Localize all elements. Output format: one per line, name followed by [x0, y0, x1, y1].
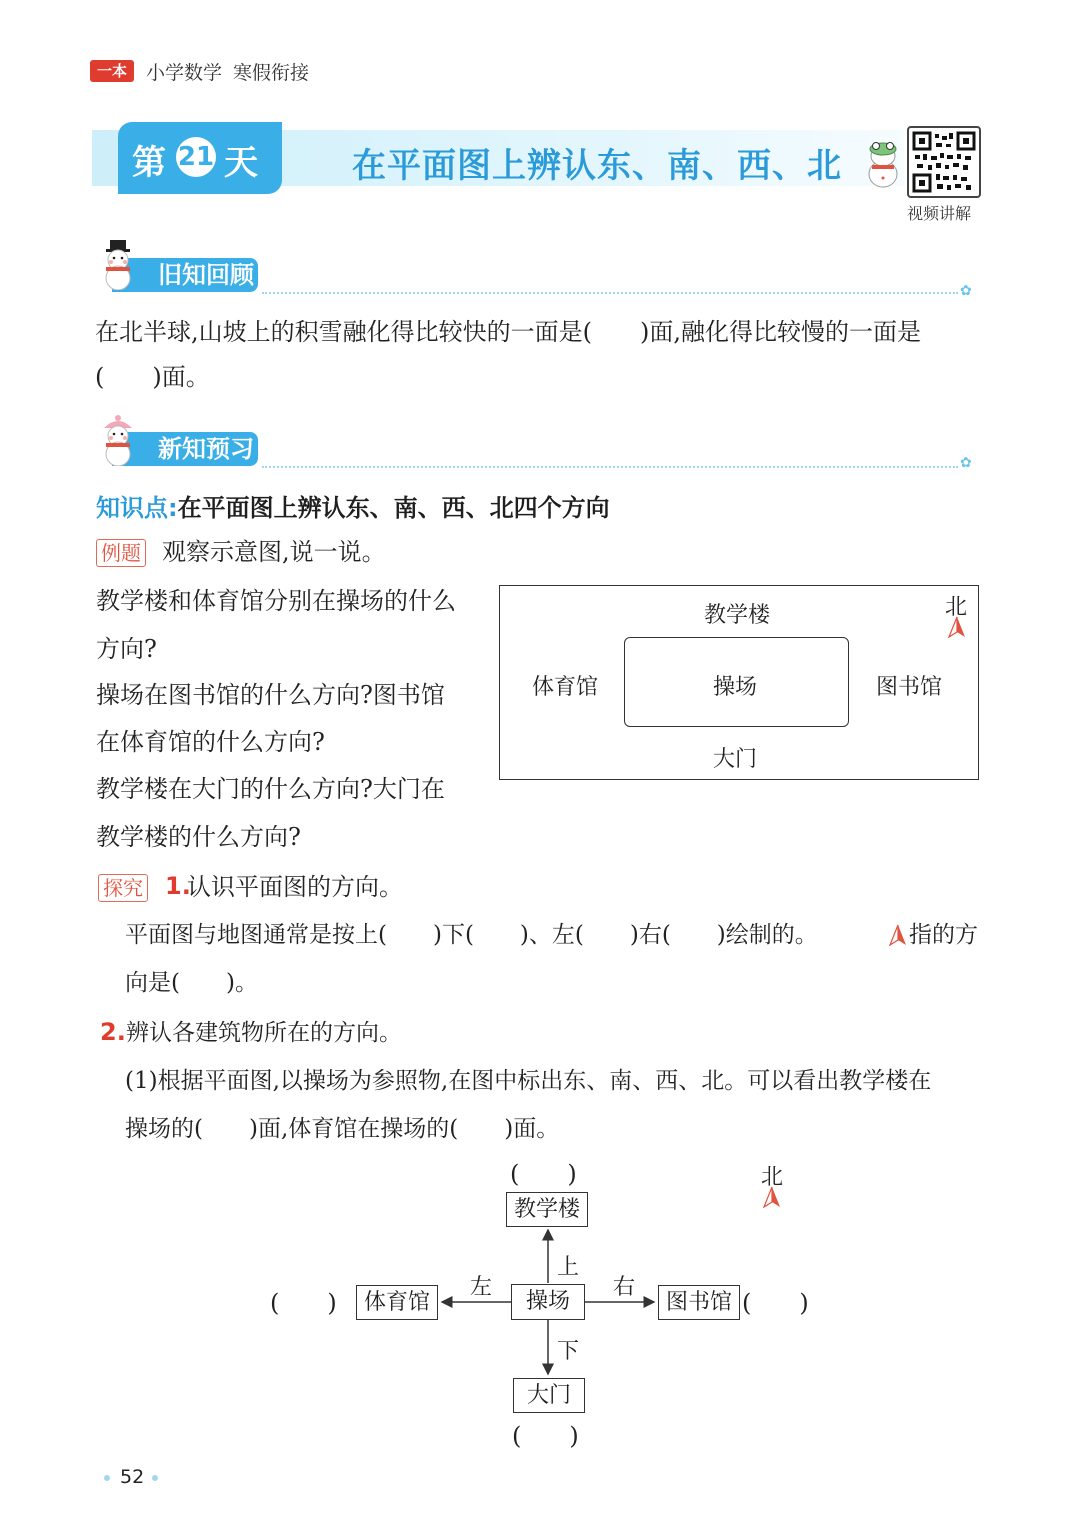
snowman-icon — [96, 238, 142, 290]
dir-label-left: 左 — [470, 1275, 493, 1300]
map-label-gym: 体育馆 — [532, 675, 599, 700]
qr-label: 视频讲解 — [907, 204, 972, 223]
brand-logo: 一本 — [90, 60, 134, 82]
snowman-girl-icon — [96, 414, 142, 466]
map-label-gate: 大门 — [713, 747, 758, 772]
blank-bottom[interactable]: ( ) — [512, 1422, 579, 1450]
item-1-number: 1. — [165, 872, 191, 900]
diagram-north-label: 北 — [761, 1165, 784, 1190]
north-arrow-icon — [763, 1186, 781, 1208]
frog-mascot-icon — [866, 140, 900, 188]
explore-tag: 探究 — [98, 874, 148, 902]
diagram-gym: 体育馆 — [356, 1285, 438, 1320]
blank-left[interactable]: ( ) — [270, 1289, 337, 1317]
item-1-line-1-tail: 指的方 — [909, 922, 978, 948]
blank-top[interactable]: ( ) — [510, 1160, 577, 1188]
example-question-line: 操场在图书馆的什么方向?图书馆 — [96, 681, 445, 709]
flower-icon: ✿ — [960, 283, 972, 299]
flower-icon: ✿ — [960, 455, 972, 471]
knowledge-label: 知识点: — [96, 494, 178, 522]
diagram-gate: 大门 — [513, 1378, 585, 1413]
blank-right[interactable]: ( ) — [742, 1289, 809, 1317]
footer-dot — [152, 1475, 158, 1481]
day-number: 21 — [176, 137, 216, 177]
map-north-label: 北 — [945, 595, 968, 620]
day-prefix: 第 — [132, 143, 166, 183]
day-suffix: 天 — [224, 143, 258, 183]
review-line-1: 在北半球,山坡上的积雪融化得比较快的一面是( )面,融化得比较慢的一面是 — [95, 318, 921, 346]
diagram-playground: 操场 — [511, 1284, 585, 1320]
map-label-teaching-building: 教学楼 — [704, 603, 771, 628]
series-label: 寒假衔接 — [233, 62, 310, 84]
example-question-line: 在体育馆的什么方向? — [96, 728, 325, 756]
review-line-2: ( )面。 — [95, 363, 210, 391]
example-question-line: 教学楼和体育馆分别在操场的什么 — [96, 587, 456, 615]
section-divider — [262, 292, 958, 294]
item-2-number: 2. — [100, 1018, 126, 1046]
knowledge-text: 在平面图上辨认东、南、西、北四个方向 — [177, 494, 610, 522]
lesson-title: 在平面图上辨认东、南、西、北 — [352, 146, 842, 186]
example-question-line: 教学楼的什么方向? — [96, 823, 301, 851]
diagram-teaching-building: 教学楼 — [506, 1192, 588, 1227]
preview-heading: 新知预习 — [112, 432, 258, 466]
north-arrow-icon — [948, 616, 966, 638]
item-1-line-2: 向是( )。 — [125, 970, 258, 996]
diagram-library: 图书馆 — [658, 1285, 740, 1320]
item-2-line-1: (1)根据平面图,以操场为参照物,在图中标出东、南、西、北。可以看出教学楼在 — [125, 1068, 932, 1094]
example-intro: 观察示意图,说一说。 — [162, 538, 386, 566]
subject-label: 小学数学 — [146, 62, 223, 84]
example-question-line: 方向? — [96, 635, 157, 663]
map-label-library: 图书馆 — [876, 675, 943, 700]
review-heading: 旧知回顾 — [112, 258, 258, 292]
north-arrow-icon — [889, 924, 907, 946]
dir-label-up: 上 — [557, 1255, 580, 1280]
dir-label-right: 右 — [613, 1275, 636, 1300]
section-divider — [262, 466, 958, 468]
example-tag: 例题 — [96, 539, 146, 567]
example-question-line: 教学楼在大门的什么方向?大门在 — [96, 775, 445, 803]
footer-dot — [104, 1475, 110, 1481]
page-number: 52 — [120, 1466, 145, 1488]
item-2-line-2: 操场的( )面,体育馆在操场的( )面。 — [125, 1116, 560, 1142]
qr-code-icon[interactable] — [907, 126, 981, 198]
dir-label-down: 下 — [557, 1339, 580, 1364]
knowledge-point — [96, 488, 610, 523]
item-1-title: 认识平面图的方向。 — [187, 873, 403, 901]
item-2-title: 辨认各建筑物所在的方向。 — [126, 1020, 402, 1046]
item-1-line-1: 平面图与地图通常是按上( )下( )、左( )右( )绘制的。 — [125, 922, 818, 948]
map-label-playground: 操场 — [713, 675, 758, 700]
